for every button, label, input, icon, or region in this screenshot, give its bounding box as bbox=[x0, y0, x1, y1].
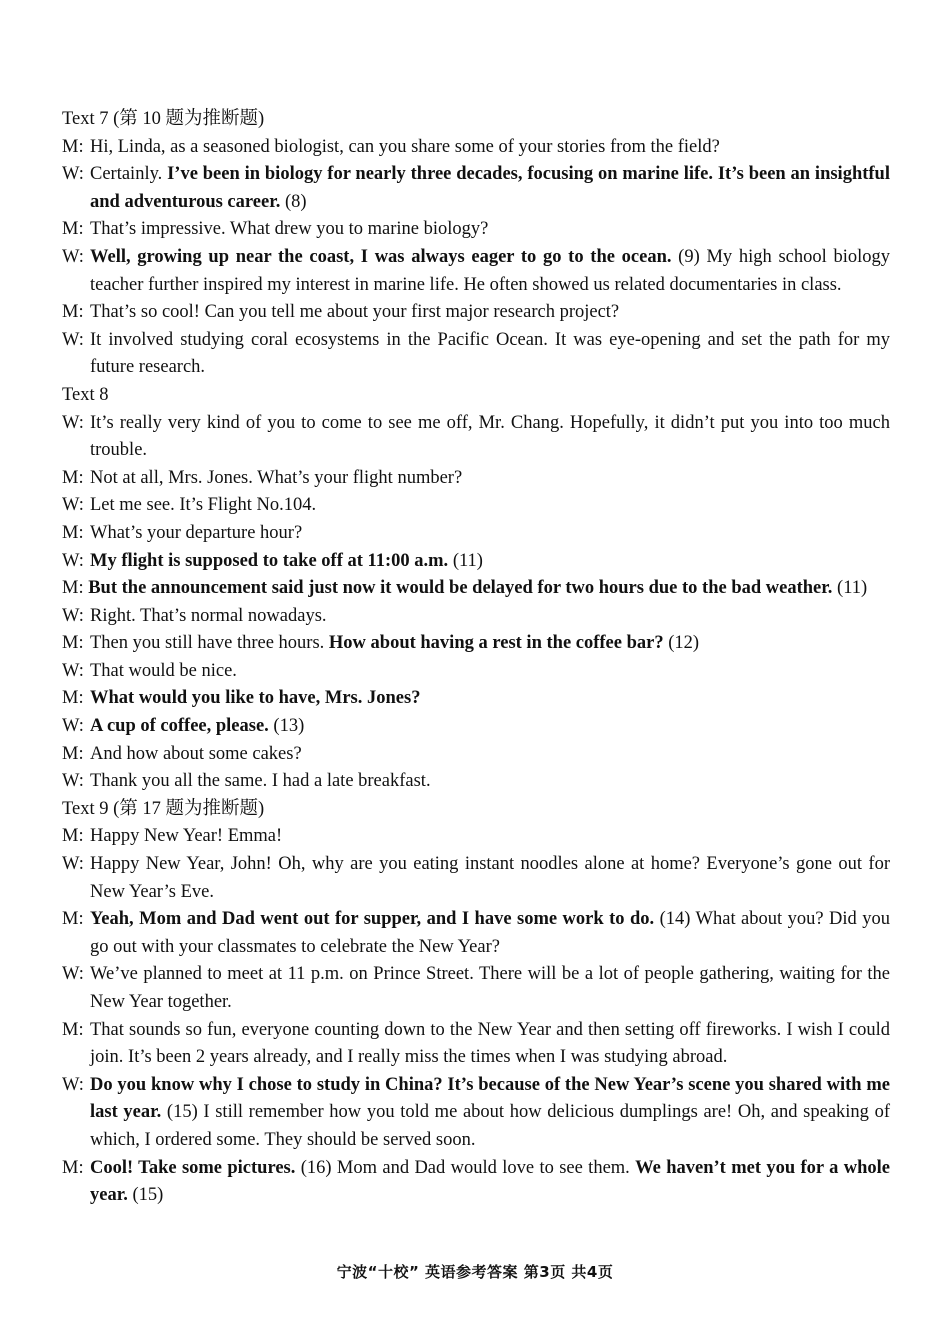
dialogue-body bbox=[90, 299, 890, 327]
section-header: Text 7 (第 10 题为推断题) bbox=[62, 109, 265, 129]
answer-highlight: Do you know why I chose to study in China? It’s because of the New Year’s scene you shared with me last year. bbox=[90, 1074, 890, 1123]
dialogue-text: That would be nice. bbox=[90, 660, 237, 681]
dialogue-body bbox=[90, 823, 890, 851]
dialogue-body bbox=[90, 161, 890, 216]
speaker-label: M: bbox=[62, 743, 84, 764]
dialogue-line bbox=[62, 823, 890, 851]
answer-highlight: What would you like to have, Mrs. Jones? bbox=[90, 688, 421, 709]
dialogue-text: We’ve planned to meet at 11 p.m. on Prince Street. There will be a lot of people gathering, waiting for the New Year together. bbox=[90, 964, 890, 1012]
dialogue-body bbox=[90, 465, 890, 493]
speaker-label: M: bbox=[62, 633, 84, 654]
dialogue-body bbox=[90, 713, 890, 741]
dialogue-line bbox=[62, 603, 890, 631]
dialogue-body bbox=[90, 327, 890, 382]
dialogue-text: (14) What about you? Did you go out with your classmates to celebrate the New Year? bbox=[90, 909, 890, 957]
dialogue-line bbox=[62, 630, 890, 658]
dialogue-line bbox=[62, 327, 890, 382]
dialogue-text: (8) bbox=[280, 191, 307, 212]
answer-highlight: I’ve been in biology for nearly three decades, focusing on marine life. It’s been an insightful and adventurous career. bbox=[90, 164, 890, 212]
dialogue-text: That’s impressive. What drew you to marine biology? bbox=[90, 219, 489, 240]
dialogue-body bbox=[90, 244, 890, 299]
dialogue-body bbox=[90, 410, 890, 465]
dialogue-line bbox=[62, 492, 890, 520]
dialogue-line bbox=[62, 685, 890, 713]
dialogue-text: (11) bbox=[832, 578, 868, 599]
dialogue-text: Hi, Linda, as a seasoned biologist, can you share some of your stories from the field? bbox=[90, 136, 720, 157]
dialogue-text: (15) bbox=[127, 1185, 164, 1206]
speaker-label: W: bbox=[62, 716, 84, 737]
speaker-label: W: bbox=[62, 854, 84, 875]
speaker-label: W: bbox=[62, 605, 84, 626]
dialogue-text: Right. That’s normal nowadays. bbox=[90, 605, 327, 626]
dialogue-body bbox=[90, 216, 890, 244]
dialogue-line bbox=[62, 520, 890, 548]
dialogue-line bbox=[62, 1017, 890, 1072]
transcript bbox=[62, 106, 890, 1210]
dialogue-line bbox=[62, 244, 890, 299]
speaker-label: W: bbox=[62, 246, 84, 267]
answer-highlight: How about having a rest in the coffee bar? bbox=[328, 633, 664, 654]
dialogue-line bbox=[62, 741, 890, 769]
dialogue-body bbox=[90, 603, 890, 631]
speaker-label: W: bbox=[62, 329, 84, 350]
speaker-label: M: bbox=[62, 826, 84, 847]
dialogue-line bbox=[62, 961, 890, 1016]
dialogue-text: (16) Mom and Dad would love to see them. bbox=[295, 1157, 636, 1178]
dialogue-text: (9) My high school biology teacher further inspired my interest in marine life. He often showed us related documentaries in class. bbox=[90, 246, 890, 295]
dialogue-body bbox=[90, 741, 890, 769]
speaker-label: M: bbox=[62, 522, 84, 543]
dialogue-body bbox=[90, 1017, 890, 1072]
dialogue-text: Happy New Year, John! Oh, why are you eating instant noodles alone at home? Everyone’s gone out for New Year’s Eve. bbox=[90, 854, 890, 902]
answer-highlight: Well, growing up near the coast, I was always eager to go to the ocean. bbox=[90, 246, 672, 267]
dialogue-body bbox=[90, 630, 890, 658]
speaker-label: W: bbox=[62, 495, 84, 516]
dialogue-text: What’s your departure hour? bbox=[90, 522, 303, 543]
dialogue-body bbox=[90, 768, 890, 796]
page-footer: 宁波“十校” 英语参考答案 第3页 共4页 bbox=[336, 1263, 614, 1281]
dialogue-text: Let me see. It’s Flight No.104. bbox=[90, 495, 317, 516]
dialogue-line bbox=[62, 851, 890, 906]
answer-highlight: Cool! Take some pictures. bbox=[90, 1157, 296, 1178]
dialogue-line bbox=[62, 410, 890, 465]
speaker-label: W: bbox=[62, 550, 84, 571]
dialogue-line bbox=[62, 299, 890, 327]
speaker-label: M: bbox=[62, 1019, 84, 1040]
speaker-label: M: bbox=[62, 302, 84, 323]
dialogue-body bbox=[90, 1072, 890, 1155]
dialogue-line bbox=[62, 548, 890, 576]
speaker-label: M: bbox=[62, 219, 84, 240]
dialogue-body bbox=[90, 492, 890, 520]
answer-highlight: We haven’t met you for a whole year. bbox=[90, 1157, 890, 1206]
dialogue-line bbox=[62, 658, 890, 686]
speaker-label: M: bbox=[62, 1157, 84, 1178]
dialogue-body bbox=[90, 520, 890, 548]
dialogue-text: Not at all, Mrs. Jones. What’s your flight number? bbox=[90, 467, 463, 488]
answer-highlight: But the announcement said just now it would be delayed for two hours due to the bad weather. bbox=[88, 578, 833, 599]
speaker-label: W: bbox=[62, 164, 84, 185]
dialogue-line bbox=[62, 134, 890, 162]
dialogue-body bbox=[90, 685, 890, 713]
dialogue-body bbox=[90, 658, 890, 686]
dialogue-line bbox=[62, 1072, 890, 1155]
dialogue-line bbox=[62, 465, 890, 493]
dialogue-text: (13) bbox=[268, 716, 305, 737]
dialogue-text: Thank you all the same. I had a late breakfast. bbox=[90, 771, 431, 792]
speaker-label: M: bbox=[62, 136, 84, 157]
answer-highlight: A cup of coffee, please. bbox=[90, 716, 269, 737]
dialogue-text: That sounds so fun, everyone counting down to the New Year and then setting off fireworks. I wish I could join. It’s been 2 years already, and I really miss the times when I was studying abroad. bbox=[90, 1019, 890, 1068]
dialogue-text: And how about some cakes? bbox=[90, 743, 302, 764]
dialogue-body bbox=[90, 1155, 890, 1210]
answer-highlight: My flight is supposed to take off at 11:00 a.m. bbox=[90, 550, 449, 571]
dialogue-line bbox=[62, 713, 890, 741]
dialogue-text: It involved studying coral ecosystems in the Pacific Ocean. It was eye-opening and set the path for my future research. bbox=[90, 329, 890, 378]
section-header: Text 9 (第 17 题为推断题) bbox=[62, 798, 265, 819]
speaker-label: W: bbox=[62, 660, 84, 681]
speaker-label: M: bbox=[62, 467, 84, 488]
dialogue-body bbox=[90, 548, 890, 576]
dialogue-line bbox=[62, 161, 890, 216]
speaker-label: W: bbox=[62, 412, 84, 433]
speaker-label: W: bbox=[62, 771, 84, 792]
dialogue-text: Certainly. bbox=[90, 164, 168, 185]
dialogue-body bbox=[90, 134, 890, 162]
dialogue-line bbox=[62, 906, 890, 961]
answer-highlight: Yeah, Mom and Dad went out for supper, and I have some work to do. bbox=[90, 909, 655, 930]
dialogue-text: Then you still have three hours. bbox=[90, 633, 329, 654]
dialogue-line bbox=[62, 216, 890, 244]
section-header: Text 8 bbox=[62, 384, 109, 405]
dialogue-text: Happy New Year! Emma! bbox=[90, 826, 283, 847]
dialogue-line bbox=[62, 768, 890, 796]
dialogue-body bbox=[90, 906, 890, 961]
speaker-label: W: bbox=[62, 1074, 84, 1095]
dialogue-text: (11) bbox=[448, 550, 483, 571]
speaker-label: M: bbox=[62, 909, 84, 930]
speaker-label: M: bbox=[62, 688, 84, 709]
dialogue-text: That’s so cool! Can you tell me about your first major research project? bbox=[90, 302, 620, 323]
dialogue-text: (12) bbox=[663, 633, 700, 654]
dialogue-body bbox=[90, 961, 890, 1016]
dialogue-text: (15) I still remember how you told me about how delicious dumplings are! Oh, and speaking of which, I ordered some. They should be served soon. bbox=[90, 1102, 890, 1150]
dialogue-line bbox=[62, 1155, 890, 1210]
dialogue-text: It’s really very kind of you to come to see me off, Mr. Chang. Hopefully, it didn’t put you into too much trouble. bbox=[90, 412, 890, 461]
speaker-label: M: bbox=[62, 578, 89, 599]
dialogue-line bbox=[62, 575, 890, 603]
speaker-label: W: bbox=[62, 964, 84, 985]
dialogue-body bbox=[90, 851, 890, 906]
